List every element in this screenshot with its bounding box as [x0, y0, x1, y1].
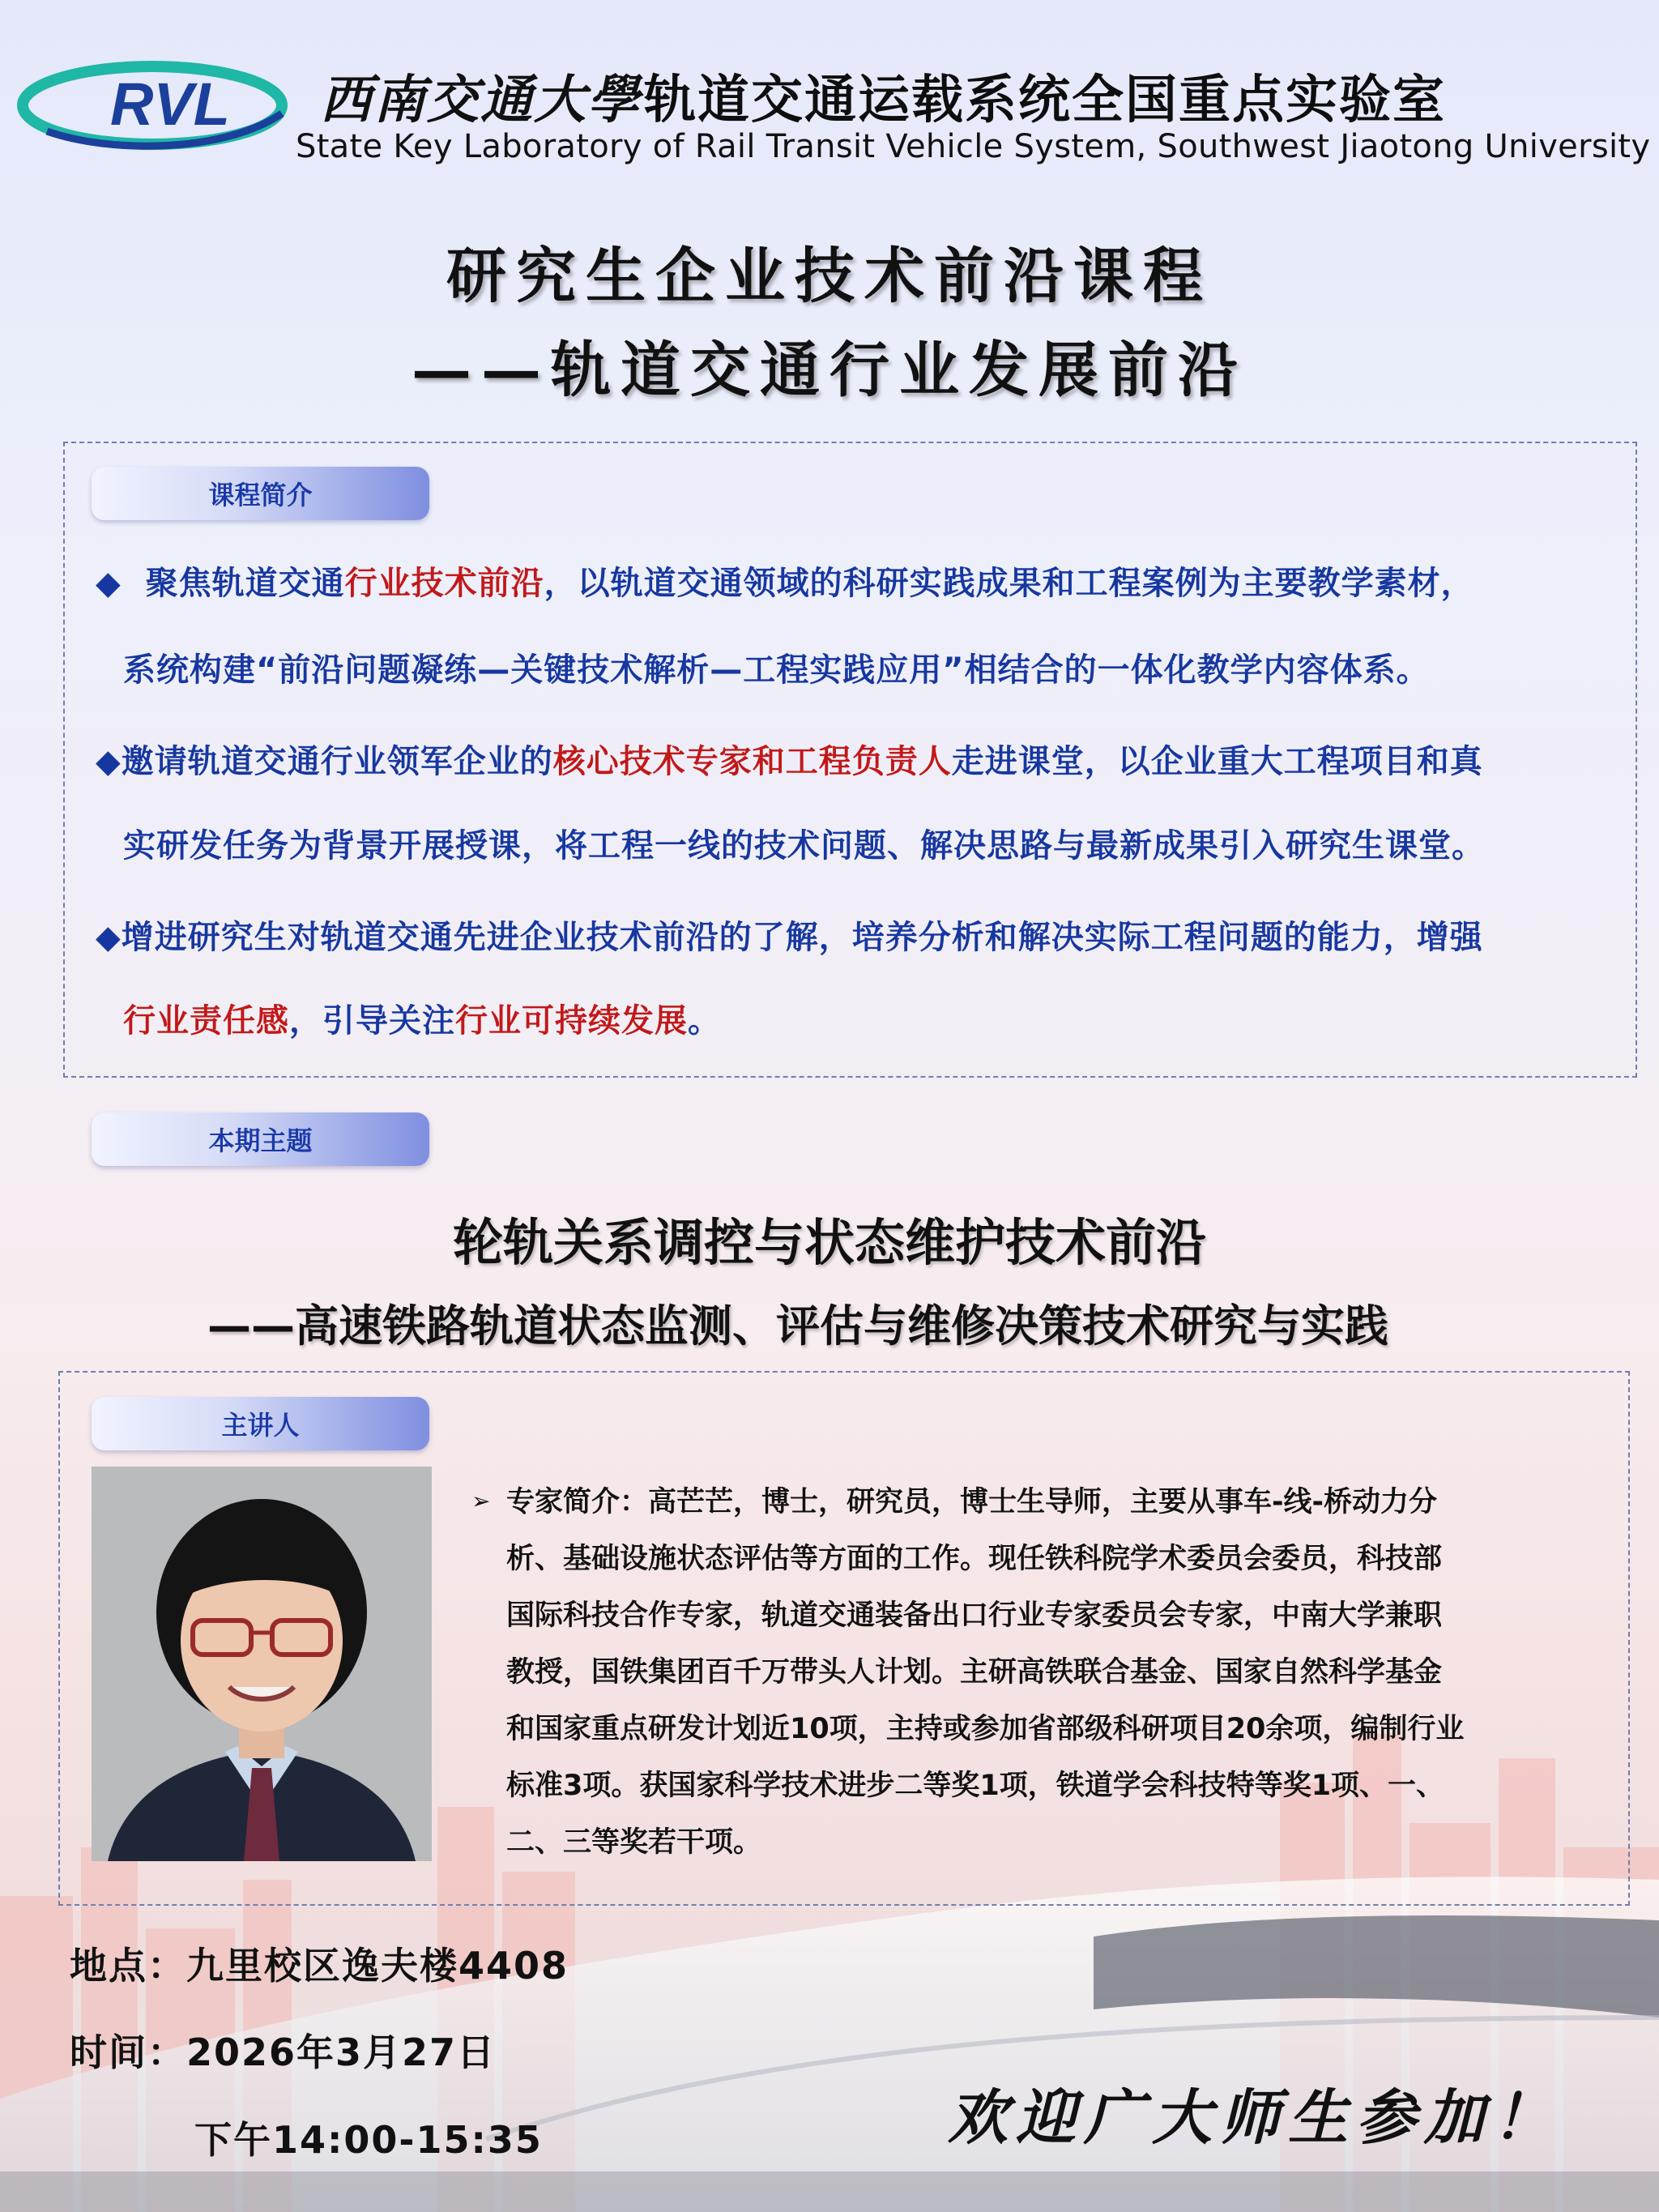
- intro-p3-text: 增进研究生对轨道交通先进企业技术前沿的了解，培养分析和解决实际工程问题的能力，增强: [121, 919, 1483, 956]
- intro-p3-text-b: ，引导关注: [289, 1002, 455, 1040]
- arrow-bullet-icon: ➢: [471, 1488, 491, 1514]
- university-name-calligraphy: 西南交通大學: [320, 70, 641, 130]
- course-title: 研究生企业技术前沿课程: [446, 241, 1213, 311]
- topic-title: 轮轨关系调控与状态维护技术前沿: [452, 1213, 1206, 1272]
- intro-p1-highlight: 行业技术前沿: [344, 565, 544, 602]
- speaker-bio-line: 教授，国铁集团百千万带头人计划。主研高铁联合基金、国家自然科学基金: [506, 1656, 1443, 1689]
- course-intro-tag: 课程简介: [92, 467, 429, 520]
- intro-paragraph-3-line-1: [96, 912, 1483, 958]
- intro-paragraph-2-line-1: [96, 736, 1483, 782]
- intro-p2-text-b: 走进课堂，以企业重大工程项目和真: [951, 743, 1483, 780]
- intro-p3-highlight-1: 行业责任感: [123, 1002, 289, 1040]
- course-subtitle: ——轨道交通行业发展前沿: [412, 335, 1247, 405]
- speaker-tag: 主讲人: [92, 1397, 429, 1450]
- intro-p3-text-c: 。: [688, 1002, 721, 1040]
- topic-subtitle: ——高速铁路轨道状态监测、评估与维修决策技术研究与实践: [207, 1300, 1388, 1352]
- speaker-bio-line: 国际科技合作专家，轨道交通装备出口行业专家委员会专家，中南大学兼职: [506, 1599, 1443, 1632]
- lab-name-chinese: 轨道交通运载系统全国重点实验室: [644, 70, 1446, 130]
- topic-tag: 本期主题: [92, 1112, 429, 1166]
- intro-paragraph-1-line-2: 系统构建“前沿问题凝练—关键技术解析—工程实践应用”相结合的一体化教学内容体系。: [123, 651, 1430, 689]
- speaker-portrait-photo: [92, 1467, 432, 1861]
- event-location: 地点：九里校区逸夫楼4408: [70, 1944, 569, 1988]
- intro-p3-highlight-2: 行业可持续发展: [455, 1002, 688, 1040]
- intro-p1-text-a: 聚焦轨道交通: [145, 565, 345, 602]
- intro-paragraph-2-line-2: 实研发任务为背景开展授课，将工程一线的技术问题、解决思路与最新成果引入研究生课堂。: [123, 827, 1485, 865]
- diamond-bullet-icon: ◆: [96, 743, 122, 780]
- event-date: 时间：2026年3月27日: [70, 2031, 497, 2074]
- speaker-bio-line: 专家简介：高芒芒，博士，研究员，博士生导师，主要从事车-线-桥动力分: [506, 1486, 1438, 1518]
- welcome-message: 欢迎广大师生参加！: [948, 2083, 1560, 2153]
- lab-name-english: State Key Laboratory of Rail Transit Vehicle System, Southwest Jiaotong University: [296, 128, 1651, 165]
- intro-p2-highlight: 核心技术专家和工程负责人: [552, 743, 952, 780]
- speaker-bio-line: 标准3项。获国家科学技术进步二等奖1项，铁道学会科技特等奖1项、一、: [506, 1770, 1445, 1802]
- diamond-bullet-icon: ◆: [96, 919, 122, 956]
- intro-paragraph-1-line-1: [96, 557, 1474, 604]
- speaker-bio-line: 析、基础设施状态评估等方面的工作。现任铁科院学术委员会委员，科技部: [506, 1543, 1443, 1575]
- intro-p2-text-a: 邀请轨道交通行业领军企业的: [121, 743, 553, 780]
- speaker-bio-line: 二、三等奖若干项。: [506, 1826, 762, 1859]
- diamond-bullet-icon: ◆: [96, 565, 122, 602]
- svg-text:RVL: RVL: [110, 70, 230, 138]
- intro-p1-text-b: ，以轨道交通领域的科研实践成果和工程案例为主要教学素材，: [544, 565, 1474, 602]
- speaker-bio-line: 和国家重点研发计划近10项，主持或参加省部级科研项目20余项，编制行业: [506, 1713, 1465, 1745]
- event-time: 下午14:00-15:35: [194, 2118, 543, 2162]
- intro-paragraph-3-line-2: [123, 995, 721, 1041]
- rvl-logo: [15, 57, 290, 154]
